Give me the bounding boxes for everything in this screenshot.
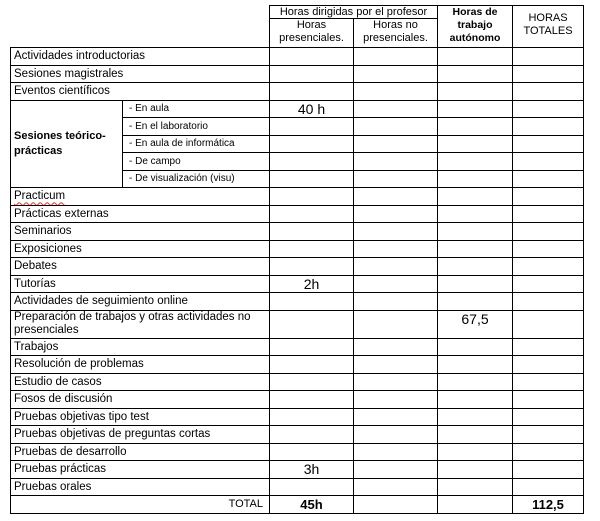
header-totales: HORAS TOTALES [513,6,584,48]
cell-autonomo [438,118,513,136]
cell-presenciales [270,188,354,206]
cell-presenciales [270,338,354,356]
cell-totales [513,240,584,258]
cell-no-presenciales [354,188,438,206]
cell-totales [513,258,584,276]
cell-autonomo [438,356,513,374]
cell-presenciales [270,48,354,66]
table-row [11,188,584,206]
table-row [11,223,584,241]
cell-no-presenciales [354,135,438,153]
cell-no-presenciales [354,338,438,356]
table-row [11,356,584,374]
cell-presenciales [270,293,354,311]
cell-no-presenciales [354,83,438,101]
table-row [11,478,584,496]
cell-no-presenciales [354,391,438,409]
row-label [11,188,270,206]
cell-totales [513,461,584,479]
cell-no-presenciales [354,293,438,311]
cell-autonomo [438,461,513,479]
cell-autonomo [438,240,513,258]
table-row [11,205,584,223]
cell-presenciales [270,205,354,223]
header-group-profesor: Horas dirigidas por el profesor [270,6,438,19]
cell-no-presenciales [354,153,438,171]
row-label: Resolución de problemas [11,356,270,374]
cell-no-presenciales [354,275,438,293]
row-sublabel: - En aula [123,100,270,118]
cell-presenciales-tutorias: 2h [270,275,354,293]
row-label: Preparación de trabajos y otras actividades no presenciales [11,310,270,338]
row-label: Prácticas externas [11,205,270,223]
cell-autonomo [438,135,513,153]
hours-table-container [10,5,584,514]
cell-totales [513,293,584,311]
total-horas-totales: 112,5 [513,496,584,514]
cell-totales [513,205,584,223]
cell-presenciales [270,83,354,101]
cell-totales [513,135,584,153]
row-label: Estudio de casos [11,373,270,391]
cell-no-presenciales [354,65,438,83]
cell-autonomo [438,373,513,391]
cell-totales [513,275,584,293]
header-no-presenciales: Horas no presenciales. [354,19,438,48]
cell-presenciales [270,391,354,409]
cell-totales [513,170,584,188]
cell-autonomo [438,391,513,409]
cell-no-presenciales [354,223,438,241]
cell-autonomo [438,170,513,188]
table-row [11,461,584,479]
cell-totales [513,356,584,374]
hours-table [10,5,584,514]
row-label: Exposiciones [11,240,270,258]
table-row [11,240,584,258]
table-row [11,443,584,461]
row-sublabel: - De visualización (visu) [123,170,270,188]
row-label: Pruebas prácticas [11,461,270,479]
cell-presenciales [270,310,354,338]
practicum-text: Practicum [14,190,66,203]
cell-no-presenciales [354,408,438,426]
header-presenciales: Horas presenciales. [270,19,354,48]
cell-autonomo [438,153,513,171]
cell-presenciales [270,408,354,426]
cell-presenciales [270,426,354,444]
cell-presenciales [270,258,354,276]
cell-autonomo [438,258,513,276]
cell-autonomo [438,338,513,356]
row-label: Pruebas de desarrollo [11,443,270,461]
table-row [11,100,584,118]
cell-no-presenciales [354,426,438,444]
cell-totales [513,153,584,171]
total-no-presenciales [354,496,438,514]
cell-presenciales [270,118,354,136]
cell-no-presenciales [354,478,438,496]
cell-totales [513,100,584,118]
table-row [11,258,584,276]
row-label: Tutorías [11,275,270,293]
cell-autonomo [438,100,513,118]
cell-autonomo [438,83,513,101]
cell-totales [513,223,584,241]
total-presenciales: 45h [270,496,354,514]
cell-totales [513,65,584,83]
cell-totales [513,310,584,338]
cell-autonomo [438,188,513,206]
cell-totales [513,373,584,391]
cell-presenciales [270,373,354,391]
row-sublabel: - De campo [123,153,270,171]
cell-no-presenciales [354,100,438,118]
row-label: Fosos de discusión [11,391,270,409]
row-label: Sesiones magistrales [11,65,270,83]
cell-no-presenciales [354,356,438,374]
cell-presenciales [270,135,354,153]
cell-autonomo-preparacion: 67,5 [438,310,513,338]
cell-no-presenciales [354,240,438,258]
table-row [11,373,584,391]
table-row [11,426,584,444]
cell-presenciales [270,223,354,241]
cell-autonomo [438,426,513,444]
cell-totales [513,478,584,496]
cell-autonomo [438,478,513,496]
cell-no-presenciales [354,373,438,391]
table-row [11,408,584,426]
cell-no-presenciales [354,443,438,461]
cell-presenciales [270,240,354,258]
cell-totales [513,118,584,136]
table-row [11,338,584,356]
cell-autonomo [438,443,513,461]
cell-totales [513,443,584,461]
header-autonomo: Horas de trabajo autónomo [438,6,513,48]
cell-presenciales-pruebas-practicas: 3h [270,461,354,479]
cell-no-presenciales [354,310,438,338]
table-row [11,391,584,409]
table-row [11,65,584,83]
cell-autonomo [438,275,513,293]
cell-totales [513,83,584,101]
cell-presenciales [270,356,354,374]
cell-no-presenciales [354,258,438,276]
cell-totales [513,48,584,66]
table-row [11,275,584,293]
cell-presenciales-en-aula: 40 h [270,100,354,118]
cell-totales [513,426,584,444]
row-label: Actividades introductorias [11,48,270,66]
row-label: Eventos científicos [11,83,270,101]
cell-totales [513,391,584,409]
cell-no-presenciales [354,461,438,479]
row-label: Pruebas objetivas de preguntas cortas [11,426,270,444]
row-label: Actividades de seguimiento online [11,293,270,311]
row-label: Seminarios [11,223,270,241]
total-autonomo [438,496,513,514]
cell-no-presenciales [354,48,438,66]
table-row [11,83,584,101]
row-label: Pruebas orales [11,478,270,496]
cell-no-presenciales [354,170,438,188]
table-row [11,310,584,338]
row-label: Trabajos [11,338,270,356]
cell-autonomo [438,65,513,83]
cell-totales [513,188,584,206]
row-label: Debates [11,258,270,276]
cell-totales [513,408,584,426]
group-label-sesiones-teorico-practicas: Sesiones teórico-prácticas [11,100,123,188]
cell-autonomo [438,205,513,223]
row-sublabel: - En el laboratorio [123,118,270,136]
cell-no-presenciales [354,205,438,223]
total-row [11,496,584,514]
cell-presenciales [270,478,354,496]
cell-autonomo [438,48,513,66]
table-row [11,293,584,311]
header-blank-cell [11,6,270,48]
cell-presenciales [270,170,354,188]
cell-presenciales [270,65,354,83]
cell-no-presenciales [354,118,438,136]
cell-totales [513,338,584,356]
total-label: TOTAL [11,496,270,514]
cell-autonomo [438,408,513,426]
cell-presenciales [270,443,354,461]
table-row [11,48,584,66]
row-sublabel: - En aula de informática [123,135,270,153]
row-label: Pruebas objetivas tipo test [11,408,270,426]
cell-autonomo [438,293,513,311]
cell-autonomo [438,223,513,241]
cell-presenciales [270,153,354,171]
